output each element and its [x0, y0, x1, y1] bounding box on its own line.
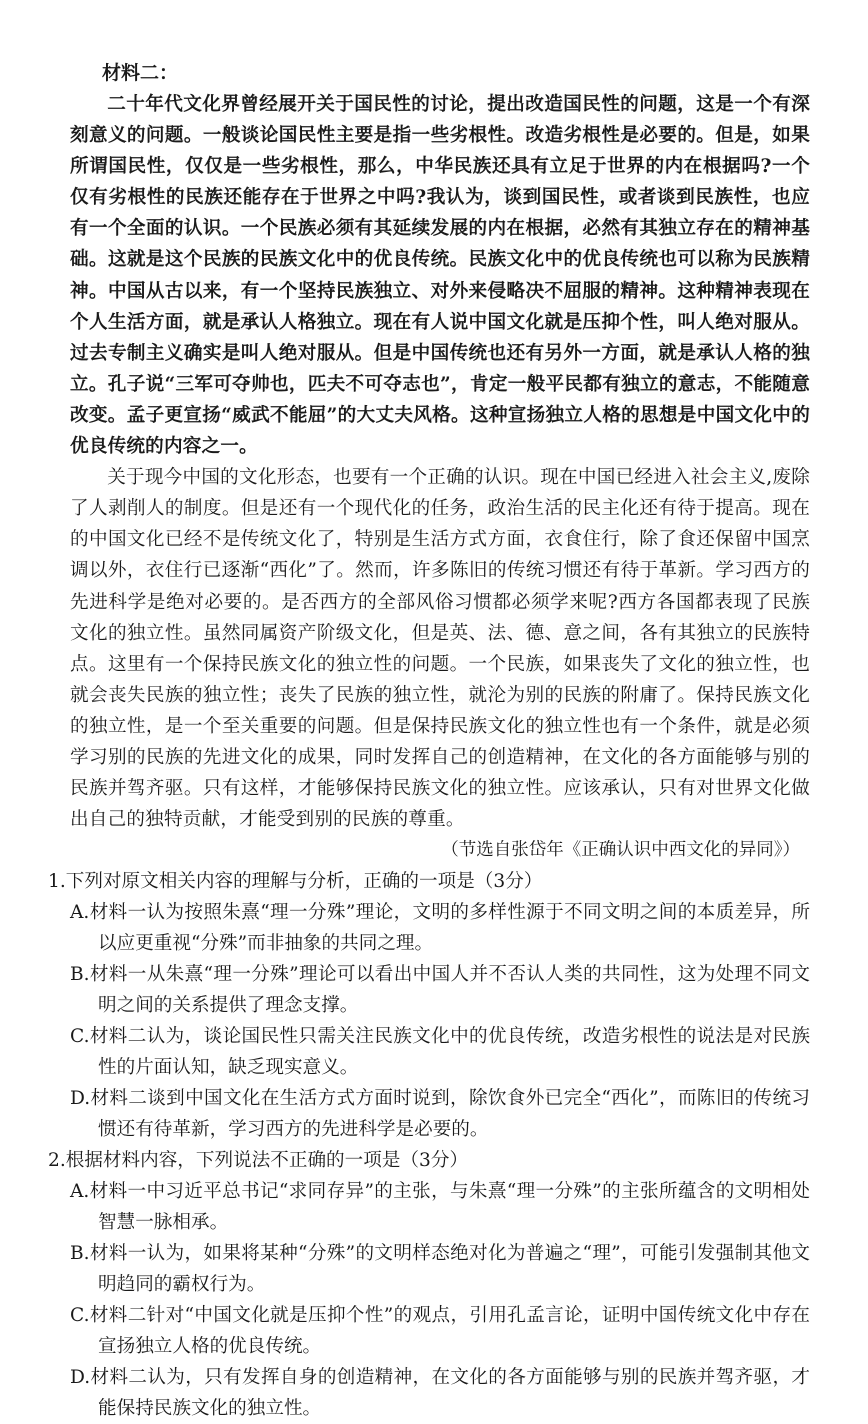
material-2-source: （节选自张岱年《正确认识中西文化的异同》）	[441, 840, 800, 861]
material-2-paragraph-1: 二十年代文化界曾经展开关于国民性的讨论，提出改造国民性的问题，这是一个有深刻意义的问题。一般谈论国民性主要是指一些劣根性。改造劣根性是必要的。但是，如果所谓国民性，仅仅是一些劣根性，那么，中华民族还具有立足于世界的内在根据吗?一个仅有劣根性的民族还能存在于世界之中吗?我认为，谈到国民性，或者谈到民族性，也应有一个全面的认识。一个民族必须有其延续发展的内在根据，必然有其独立存在的精神基础。这就是这个民族的民族文化中的优良传统。民族文化中的优良传统也可以称为民族精神。中国从古以来，有一个坚持民族独立、对外来侵略决不屈服的精神。这种精神表现在个人生活方面，就是承认人格独立。现在有人说中国文化就是压抑个性，叫人绝对服从。过去专制主义确实是叫人绝对服从。但是中国传统也还有另外一方面，就是承认人格的独立。孔子说“三军可夺帅也，匹夫不可夺志也”，肯定一般平民都有独立的意志，不能随意改变。孟子更宣扬“威武不能屈”的大丈夫风格。这种宣扬独立人格的思想是中国文化中的优良传统的内容之一。	[70, 94, 810, 458]
question-2	[48, 1145, 810, 1424]
material-2-paragraph-2: 关于现今中国的文化形态，也要有一个正确的认识。现在中国已经进入社会主义,废除了人剥削人的制度。但是还有一个现代化的任务，政治生活的民主化还有待于提高。现在的中国文化已经不是传统文化了，特别是生活方式方面，衣食住行，除了食还保留中国烹调以外，衣住行已逐渐“西化”了。然而，许多陈旧的传统习惯还有待于革新。学习西方的先进科学是绝对必要的。是否西方的全部风俗习惯都必须学来呢?西方各国都表现了民族文化的独立性。虽然同属资产阶级文化，但是英、法、德、意之间，各有其独立的民族特点。这里有一个保持民族文化的独立性的问题。一个民族，如果丧失了文化的独立性，也就会丧失民族的独立性；丧失了民族的独立性，就沦为别的民族的附庸了。保持民族文化的独立性，是一个至关重要的问题。但是保持民族文化的独立性也有一个条件，就是必须学习别的民族的先进文化的成果，同时发挥自己的创造精神，在文化的各方面能够与别的民族并驾齐驱。只有这样，才能够保持民族文化的独立性。应该承认，只有对世界文化做出自己的独特贡献，才能受到别的民族的尊重。	[70, 467, 810, 831]
question-2-option-d: D.材料二认为，只有发挥自身的创造精神，在文化的各方面能够与别的民族并驾齐驱，才能保持民族文化的独立性。	[70, 1367, 810, 1420]
question-1-option-b: B.材料一从朱熹“理一分殊”理论可以看出中国人并不否认人类的共同性，这为处理不同文明之间的关系提供了理念支撑。	[70, 964, 810, 1017]
question-1-option-a: A.材料一认为按照朱熹“理一分殊”理论，文明的多样性源于不同文明之间的本质差异，所以应更重视“分殊”而非抽象的共同之理。	[70, 902, 810, 955]
question-1-option-d: D.材料二谈到中国文化在生活方式方面时说到，除饮食外已完全“西化”，而陈旧的传统习惯还有待革新，学习西方的先进科学是必要的。	[70, 1088, 810, 1141]
question-1-option-c: C.材料二认为，谈论国民性只需关注民族文化中的优良传统，改造劣根性的说法是对民族性的片面认知，缺乏现实意义。	[70, 1026, 810, 1079]
question-1	[48, 866, 810, 1145]
material-2-label: 材料二：	[102, 62, 179, 84]
question-2-option-b: B.材料一认为，如果将某种“分殊”的文明样态绝对化为普遍之“理”，可能引发强制其他文明趋同的霸权行为。	[70, 1243, 810, 1296]
question-2-option-c: C.材料二针对“中国文化就是压抑个性”的观点，引用孔孟言论，证明中国传统文化中存在宣扬独立人格的优良传统。	[70, 1305, 810, 1358]
question-1-stem: 1.下列对原文相关内容的理解与分析，正确的一项是（3分）	[48, 871, 543, 893]
question-2-stem: 2.根据材料内容，下列说法不正确的一项是（3分）	[48, 1150, 469, 1172]
question-2-option-a: A.材料一中习近平总书记“求同存异”的主张，与朱熹“理一分殊”的主张所蕴含的文明相处智慧一脉相承。	[70, 1181, 810, 1234]
